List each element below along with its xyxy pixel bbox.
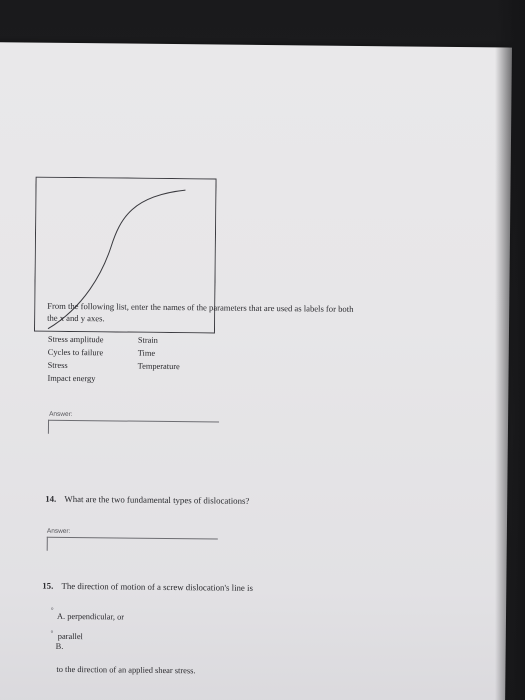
question14-line xyxy=(45,494,249,506)
question13-instruction xyxy=(47,300,353,327)
choice-b-letter: B. xyxy=(55,641,64,651)
exam-paper xyxy=(0,42,512,700)
option-time: Time xyxy=(137,348,156,358)
answer-label-14: Answer: xyxy=(46,527,71,535)
question15-number: 15. xyxy=(42,580,54,591)
option-temperature: Temperature xyxy=(137,361,180,372)
choice-a-text: perpendicular, or xyxy=(67,611,125,622)
question15-closing: to the direction of an applied shear stress. xyxy=(56,664,196,676)
option-impact-energy: Impact energy xyxy=(47,373,96,384)
choice-b-text[interactable]: parallel xyxy=(57,631,83,642)
question15-text: The direction of motion of a screw dislocation's line is xyxy=(61,580,253,593)
radio-choice-b[interactable]: ∘ xyxy=(49,627,55,636)
option-stress: Stress xyxy=(47,360,68,370)
page-edge-shadow xyxy=(495,0,525,700)
radio-choice-a[interactable]: ∘ xyxy=(50,604,55,613)
choice-a[interactable] xyxy=(57,612,124,622)
choice-a-letter: A. xyxy=(56,611,66,621)
question14-text: What are the two fundamental types of dislocations? xyxy=(64,493,250,506)
answer-field-13[interactable] xyxy=(48,420,219,436)
question14-number: 14. xyxy=(45,493,57,504)
question15-line xyxy=(42,581,253,593)
option-stress-amplitude: Stress amplitude xyxy=(47,334,104,345)
option-cycles-to-failure: Cycles to failure xyxy=(47,347,104,358)
instruction-line-2: the x and y axes. xyxy=(47,312,105,324)
answer-field-14[interactable] xyxy=(47,537,218,553)
option-strain: Strain xyxy=(137,335,158,345)
answer-label-13: Answer: xyxy=(49,410,73,418)
instruction-line-1: From the following list, enter the names of the parameters that are used as labels for both xyxy=(47,300,354,314)
